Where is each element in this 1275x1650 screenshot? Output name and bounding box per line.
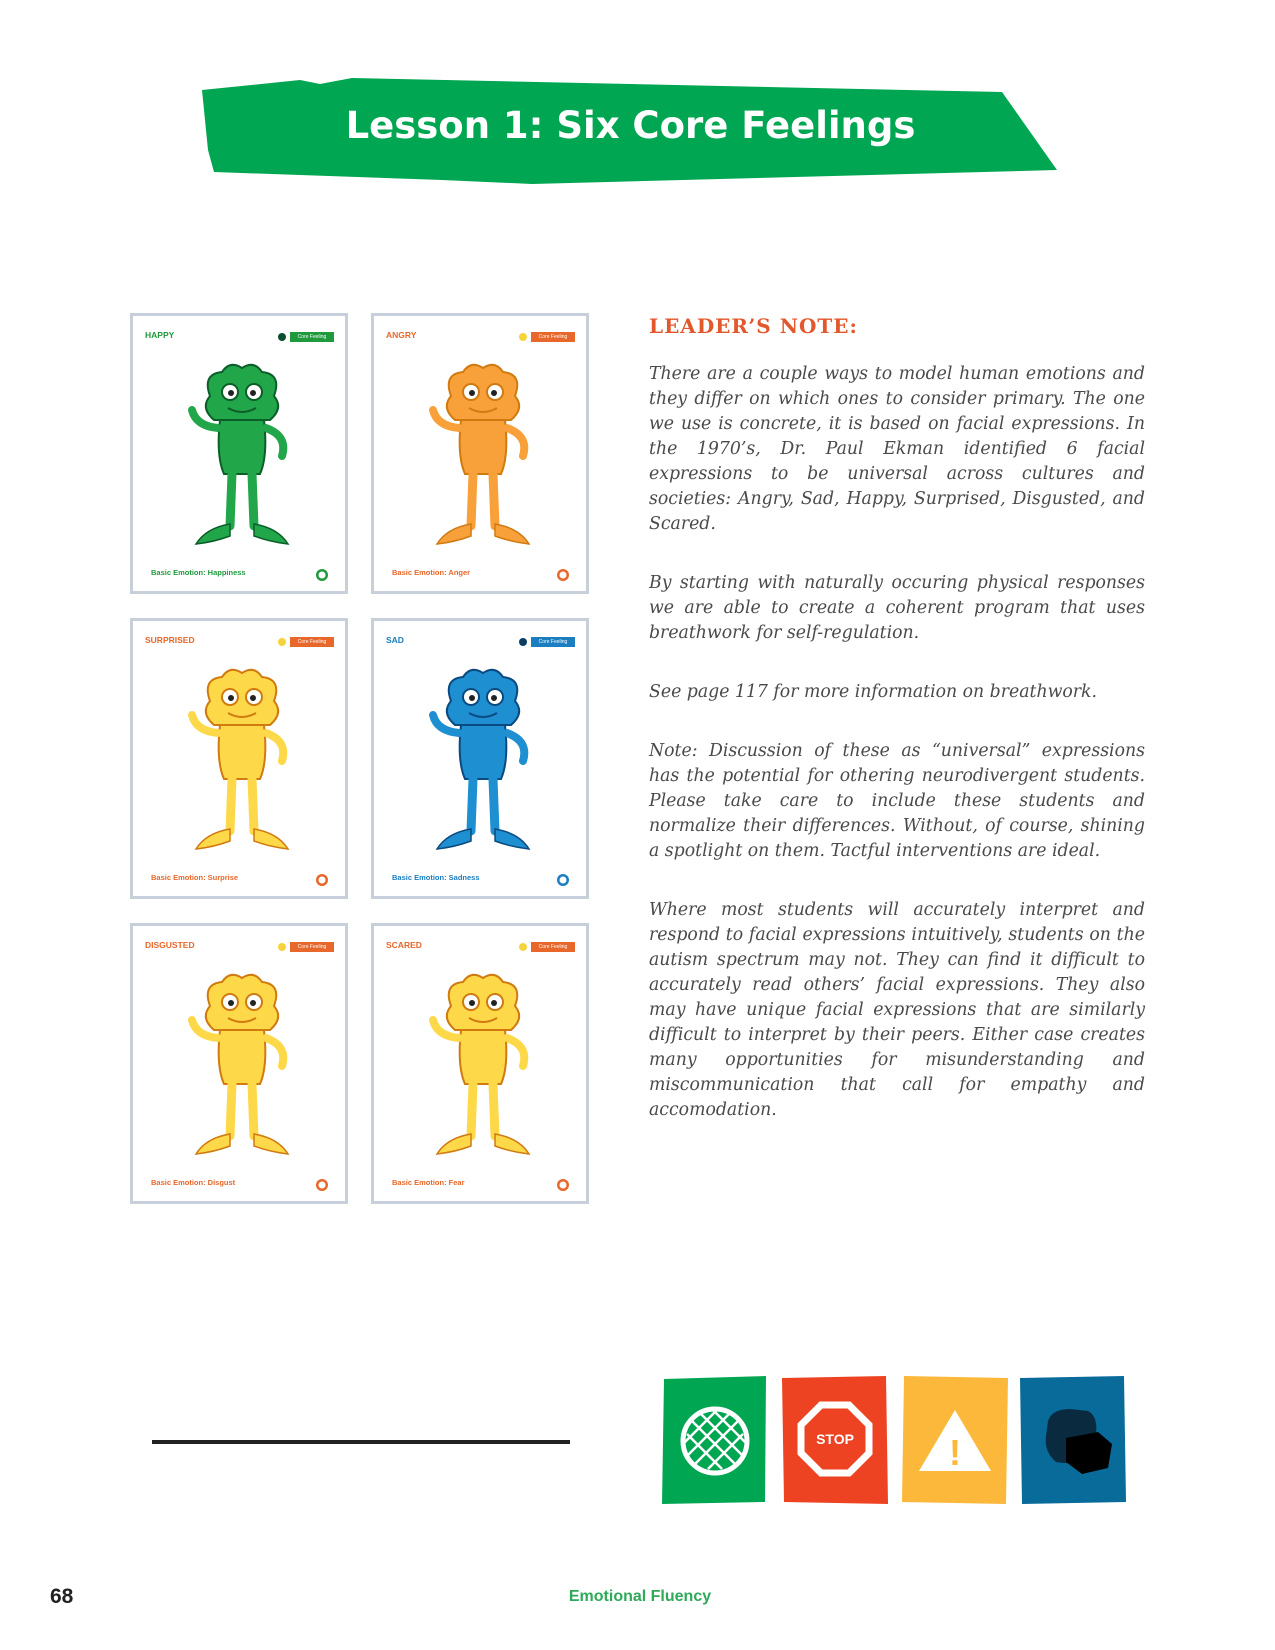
frog-illustration bbox=[433, 365, 529, 544]
angry-face-icon bbox=[556, 567, 570, 581]
card-emotion-label: SURPRISED bbox=[145, 635, 195, 645]
emotion-card-surprised bbox=[130, 618, 348, 899]
emotion-card-sad bbox=[371, 618, 589, 899]
card-badge: Core Feeling bbox=[531, 332, 575, 342]
card-dot-icon bbox=[519, 333, 527, 341]
card-emotion-label: SCARED bbox=[386, 940, 422, 950]
emotion-card-happy bbox=[130, 313, 348, 594]
divider-line bbox=[152, 1440, 570, 1444]
note-paragraph: By starting with naturally occuring physical responses we are able to create a coherent program that uses breathwork for self-regulation. bbox=[649, 573, 1145, 643]
card-emotion-label: SAD bbox=[386, 635, 404, 645]
fear-face-icon bbox=[556, 1177, 570, 1191]
card-dot-icon bbox=[519, 638, 527, 646]
card-footer-label: Basic Emotion: Anger bbox=[392, 568, 471, 577]
sad-face-icon bbox=[556, 872, 570, 886]
card-footer-label: Basic Emotion: Sadness bbox=[392, 873, 480, 882]
card-dot-icon bbox=[278, 943, 286, 951]
page-title: Lesson 1: Six Core Feelings bbox=[345, 104, 916, 147]
page-number: 68 bbox=[50, 1585, 74, 1608]
card-footer-label: Basic Emotion: Surprise bbox=[151, 873, 239, 882]
card-illustration bbox=[152, 356, 332, 556]
card-emotion-label: ANGRY bbox=[386, 330, 417, 340]
surprise-face-icon bbox=[315, 872, 329, 886]
stop-tile bbox=[782, 1376, 888, 1506]
emotion-card-disgusted bbox=[130, 923, 348, 1204]
card-emotion-label: DISGUSTED bbox=[145, 940, 195, 950]
warning-tile bbox=[902, 1376, 1008, 1506]
stop-sign-label: STOP bbox=[816, 1431, 854, 1447]
warning-mark: ! bbox=[949, 1432, 961, 1473]
card-badge: Core Feeling bbox=[531, 942, 575, 952]
note-paragraph: There are a couple ways to model human emotions and they differ on which ones to consider primary. The one we use is concrete, it is based on facial expressions. In the 1970’s, Dr. Paul Ekman identified 6 facial expressions to be universal across cultures and societies: Angry, Sad, Happy, Surprised, Disgusted, and Scared. bbox=[649, 364, 1145, 534]
card-badge: Core Feeling bbox=[290, 637, 334, 647]
card-emotion-label: HAPPY bbox=[145, 330, 175, 340]
frog-illustration bbox=[433, 670, 529, 849]
emotion-card-angry bbox=[371, 313, 589, 594]
card-badge: Core Feeling bbox=[531, 637, 575, 647]
frog-illustration bbox=[192, 975, 288, 1154]
note-paragraph: Note: Discussion of these as “universal” expressions has the potential for othering neurodivergent students. Please take care to include these students and normalize their differences. Without, of course, shining a spotlight on them. Tactful interventions are ideal. bbox=[649, 741, 1145, 861]
card-dot-icon bbox=[278, 638, 286, 646]
card-illustration bbox=[393, 966, 573, 1166]
leaders-note-body bbox=[649, 362, 1145, 1157]
card-illustration bbox=[393, 356, 573, 556]
leaders-note-heading: LEADER’S NOTE: bbox=[649, 314, 858, 338]
frog-illustration bbox=[192, 365, 288, 544]
card-badge: Core Feeling bbox=[290, 942, 334, 952]
lesson-title-banner bbox=[202, 78, 1059, 188]
rock-tile bbox=[1020, 1376, 1128, 1506]
frog-illustration bbox=[433, 975, 529, 1154]
card-illustration bbox=[393, 661, 573, 861]
card-footer-label: Basic Emotion: Happiness bbox=[151, 568, 246, 577]
card-dot-icon bbox=[278, 333, 286, 341]
card-illustration bbox=[152, 661, 332, 861]
card-dot-icon bbox=[519, 943, 527, 951]
card-footer-label: Basic Emotion: Fear bbox=[392, 1178, 465, 1187]
book-title: Emotional Fluency bbox=[568, 1588, 712, 1605]
happy-face-icon bbox=[315, 567, 329, 581]
card-badge: Core Feeling bbox=[290, 332, 334, 342]
note-paragraph: See page 117 for more information on breathwork. bbox=[649, 682, 1098, 702]
frog-illustration bbox=[192, 670, 288, 849]
card-illustration bbox=[152, 966, 332, 1166]
globe-tile bbox=[662, 1376, 768, 1506]
disgust-face-icon bbox=[315, 1177, 329, 1191]
card-footer-label: Basic Emotion: Disgust bbox=[151, 1178, 236, 1187]
emotion-card-scared bbox=[371, 923, 589, 1204]
note-paragraph: Where most students will accurately interpret and respond to facial expressions intuitively, students on the autism spectrum may not. They can find it difficult to accurately read others’ facial expressions. They also may have unique facial expressions that are similarly difficult to interpret by their peers. Either case creates many opportunities for misunderstanding and miscommunication that call for empathy and accomodation. bbox=[649, 900, 1145, 1120]
